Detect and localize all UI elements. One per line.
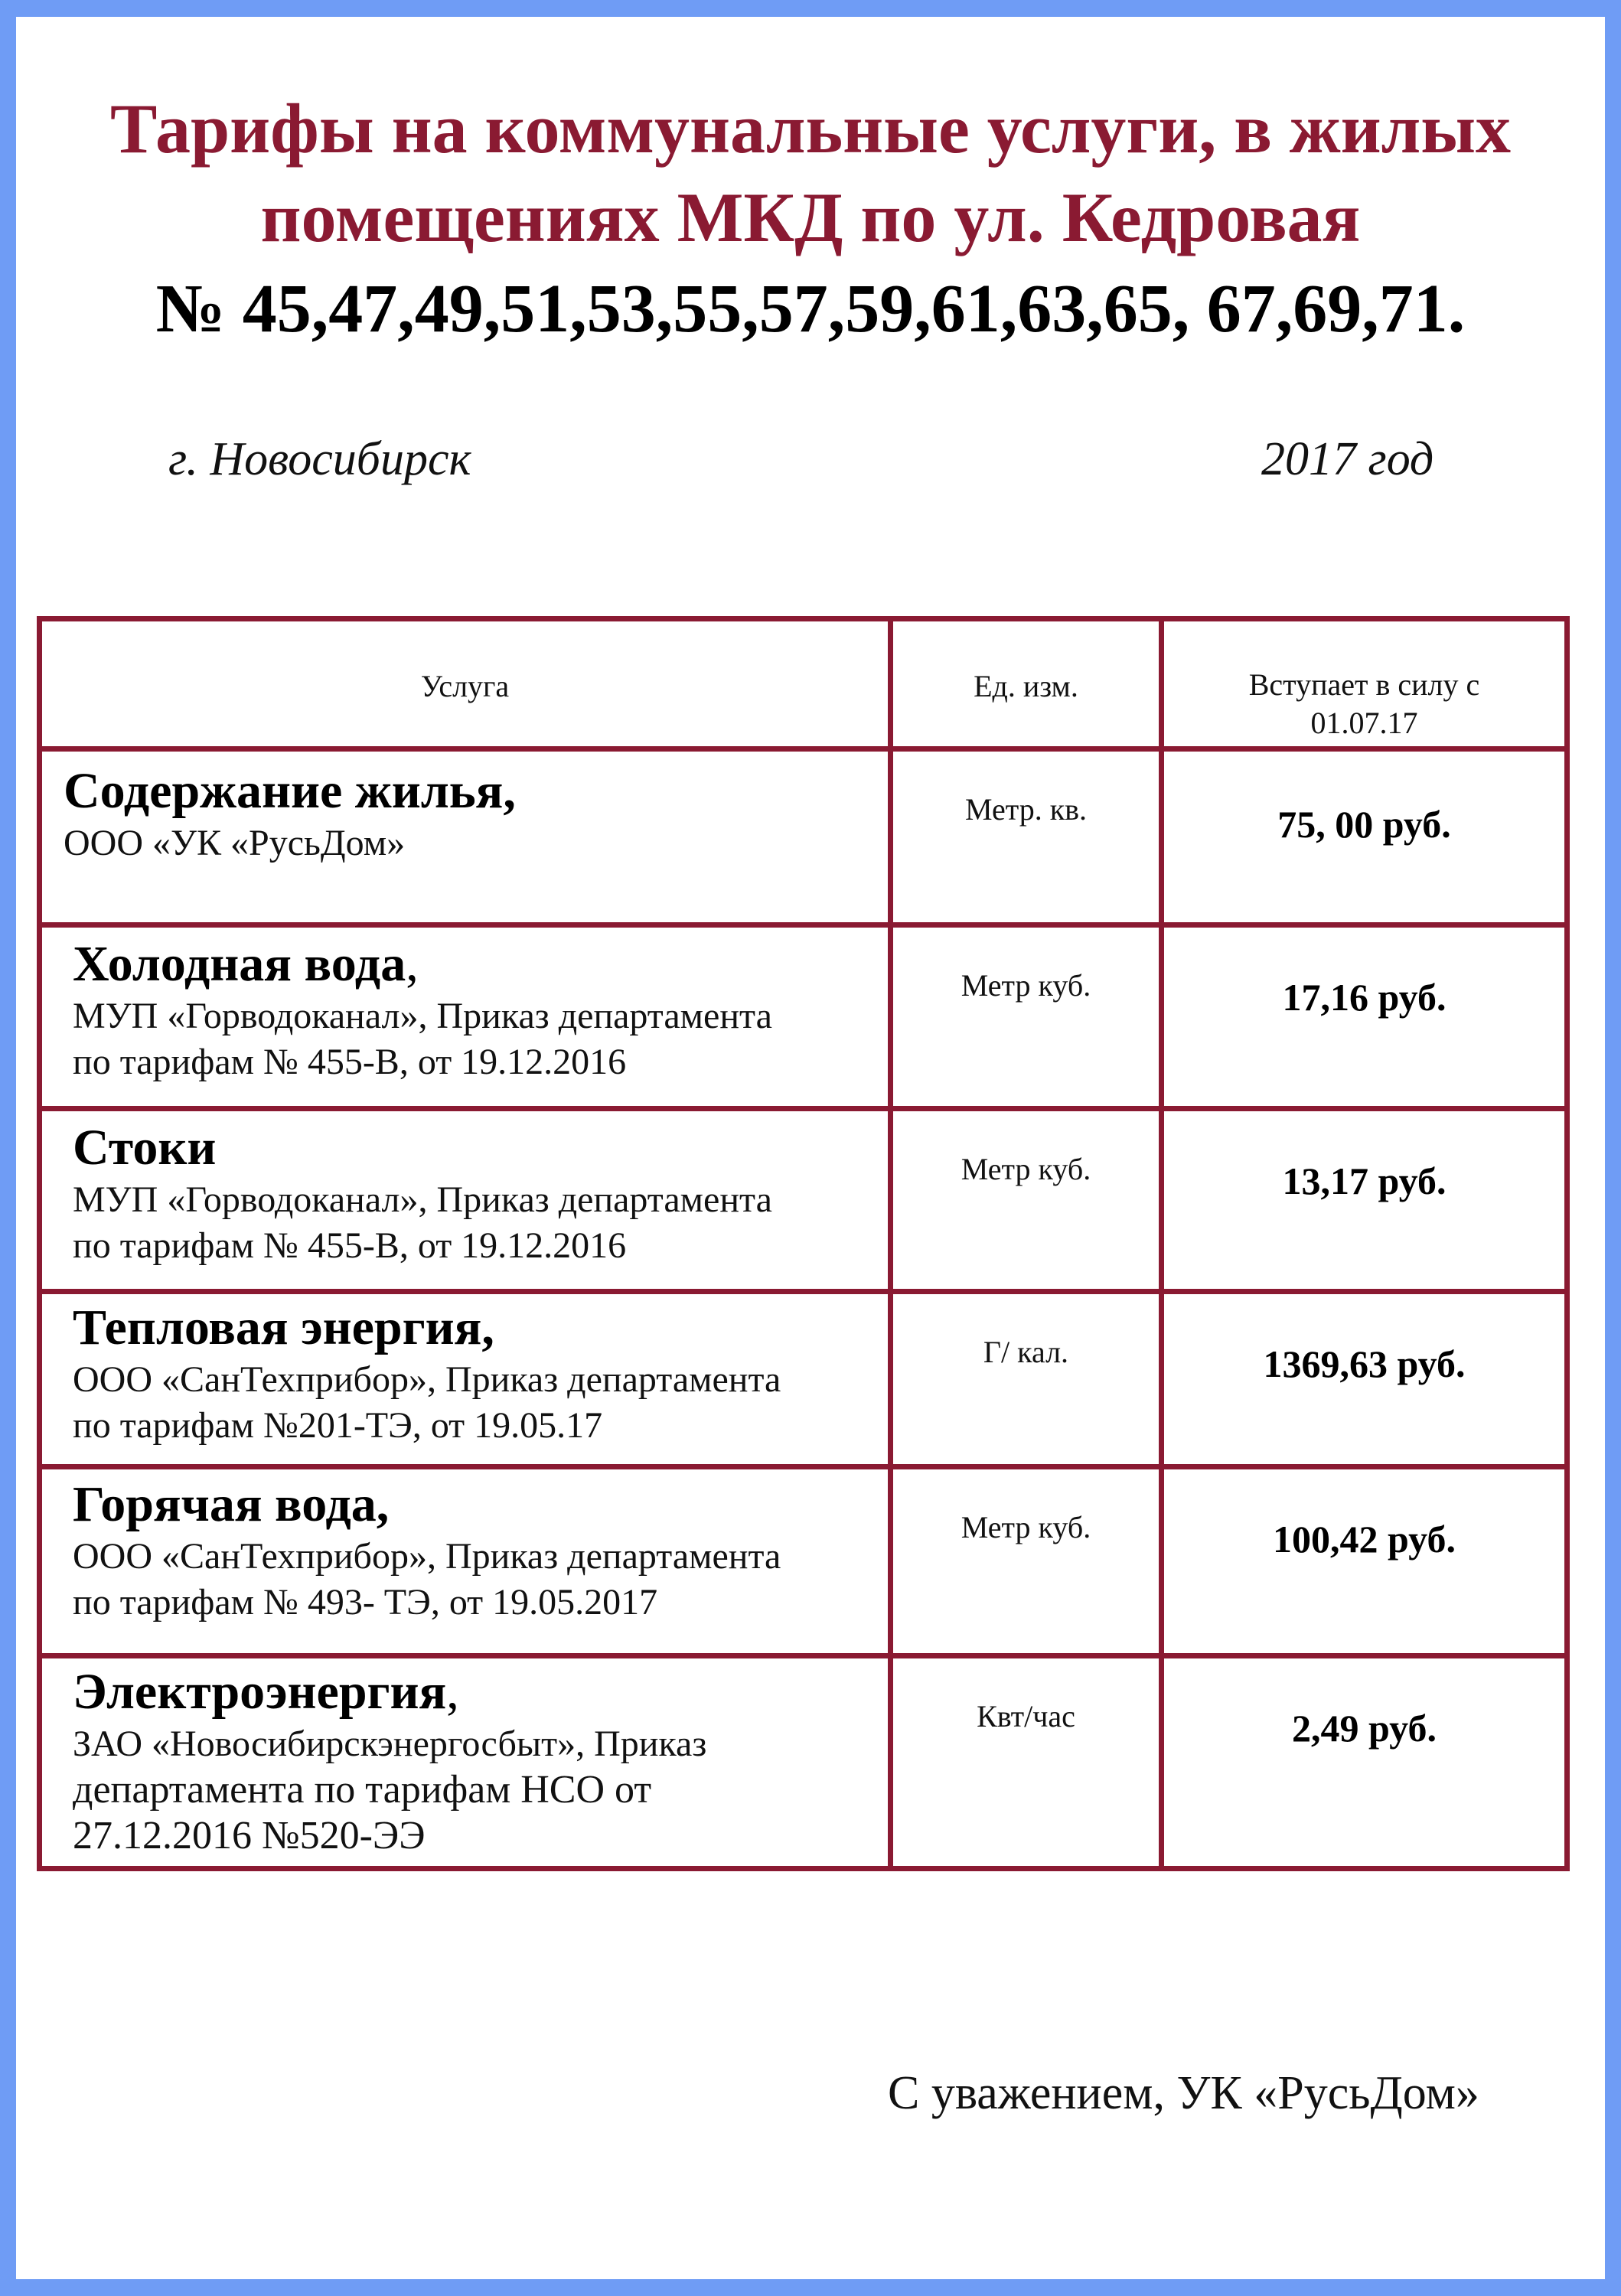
header-service	[42, 621, 893, 746]
service-cell-inner	[73, 928, 888, 1085]
year-label: 2017 год	[1261, 433, 1434, 485]
unit-label: Квт/час	[977, 1699, 1075, 1733]
service-name-text: Горячая вода,	[73, 1476, 390, 1532]
price-value: 1369,63 руб.	[1263, 1342, 1466, 1385]
service-desc-line: по тарифам №201-ТЭ, от 19.05.17	[73, 1405, 603, 1446]
service-cell	[42, 1469, 893, 1653]
unit-cell	[893, 928, 1164, 1106]
price-value: 2,49 руб.	[1292, 1707, 1437, 1750]
service-name	[73, 1663, 888, 1721]
service-cell	[42, 1294, 893, 1464]
title-house-numbers: № 45,47,49,51,53,55,57,59,61,63,65, 67,69,71.	[155, 271, 1466, 347]
unit-label: Метр куб.	[961, 1510, 1091, 1544]
price-value: 100,42 руб.	[1273, 1518, 1456, 1561]
service-cell	[42, 928, 893, 1106]
price-value: 17,16 руб.	[1282, 976, 1447, 1019]
price-cell	[1164, 752, 1564, 922]
unit-cell	[893, 1111, 1164, 1289]
unit-cell	[893, 1658, 1164, 1866]
service-name	[73, 1476, 888, 1534]
service-name-text: Содержание жилья,	[64, 763, 516, 819]
unit-cell	[893, 752, 1164, 922]
service-desc-line: ЗАО «Новосибирскэнергосбыт», Приказ	[73, 1724, 707, 1764]
service-desc-line: ООО «СанТехприбор», Приказ департамента	[73, 1359, 781, 1400]
table-row	[42, 1658, 1564, 1866]
price-cell	[1164, 928, 1564, 1106]
unit-label: Метр куб.	[961, 968, 1091, 1003]
service-cell	[42, 1658, 893, 1866]
service-desc-line: МУП «Горводоканал», Приказ департамента	[73, 1179, 772, 1220]
tariff-table	[37, 616, 1570, 1871]
table-row	[42, 1469, 1564, 1658]
table-row	[42, 928, 1564, 1111]
table-row	[42, 752, 1564, 928]
service-name-suffix: ,	[406, 936, 419, 992]
table-row	[42, 1111, 1564, 1294]
service-name	[64, 762, 888, 820]
price-cell	[1164, 1469, 1564, 1653]
service-name-text: Тепловая энергия,	[73, 1300, 494, 1355]
unit-label: Метр куб.	[961, 1152, 1091, 1186]
service-name	[73, 1119, 888, 1177]
signature-closing: С уважением, УК «РусьДом»	[888, 2067, 1479, 2119]
service-cell-inner	[64, 752, 888, 866]
header-effective	[1164, 621, 1564, 746]
service-desc-line: МУП «Горводоканал», Приказ департамента	[73, 996, 772, 1036]
unit-cell	[893, 1294, 1164, 1464]
service-cell-inner	[73, 1658, 888, 1859]
unit-label: Г/ кал.	[983, 1335, 1069, 1369]
price-value: 75, 00 руб.	[1277, 803, 1451, 846]
service-desc-line: по тарифам № 493- ТЭ, от 19.05.2017	[73, 1582, 658, 1623]
unit-label: Метр. кв.	[964, 792, 1088, 827]
service-cell-inner	[73, 1469, 888, 1626]
title-line-2: помещениях МКД по ул. Кедровая	[260, 178, 1361, 256]
page-title	[0, 84, 1621, 262]
service-cell	[42, 1111, 893, 1289]
price-cell	[1164, 1111, 1564, 1289]
unit-cell	[893, 1469, 1164, 1653]
header-unit	[893, 621, 1164, 746]
service-desc-line: по тарифам № 455-В, от 19.12.2016	[73, 1225, 627, 1266]
service-name-text: Холодная вода	[73, 936, 406, 992]
service-cell-inner	[73, 1111, 888, 1269]
service-name-text: Электроэнергия	[73, 1664, 447, 1720]
service-desc-line: ООО «СанТехприбор», Приказ департамента	[73, 1536, 781, 1577]
service-name	[73, 935, 888, 993]
service-desc-line: ООО «УК «РусьДом»	[64, 823, 406, 863]
service-desc-line: по тарифам № 455-В, от 19.12.2016	[73, 1042, 627, 1082]
header-unit-label: Ед. изм.	[974, 669, 1078, 703]
service-name-text: Стоки	[73, 1120, 217, 1176]
city-label: г. Новосибирск	[168, 433, 471, 485]
service-name	[73, 1299, 888, 1357]
service-desc-line: департамента по тарифам НСО от	[73, 1768, 652, 1812]
service-cell-inner	[73, 1294, 888, 1449]
table-header-row	[42, 621, 1564, 752]
header-effective-line-1: Вступает в силу с	[1248, 667, 1480, 702]
table-row	[42, 1294, 1564, 1469]
service-name-suffix: ,	[446, 1664, 459, 1720]
header-effective-label	[1164, 666, 1564, 742]
header-service-label: Услуга	[420, 669, 510, 703]
service-cell	[42, 752, 893, 922]
price-value: 13,17 руб.	[1282, 1159, 1447, 1202]
service-desc-line: 27.12.2016 №520-ЭЭ	[73, 1814, 426, 1857]
price-cell	[1164, 1294, 1564, 1464]
header-effective-line-2: 01.07.17	[1310, 706, 1418, 740]
price-cell	[1164, 1658, 1564, 1866]
title-line-1: Тарифы на коммунальные услуги, в жилых	[109, 90, 1512, 168]
